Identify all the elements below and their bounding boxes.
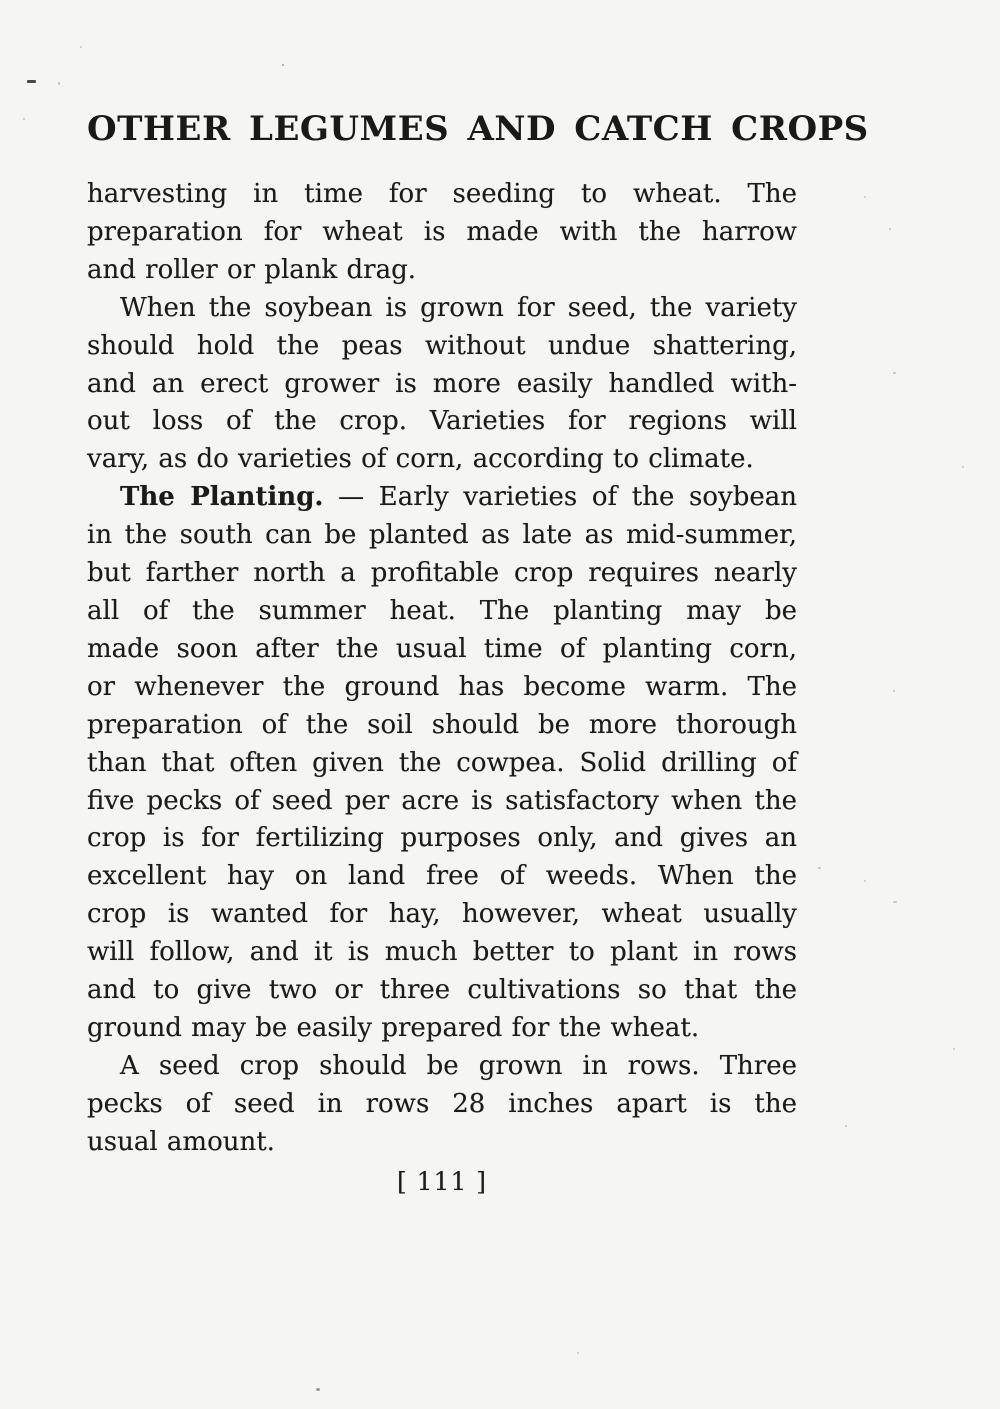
text-line: made soon after the usual time of planting corn,	[87, 633, 797, 664]
scan-mark	[58, 82, 60, 85]
scan-mark	[818, 867, 821, 869]
scan-mark	[962, 466, 964, 468]
text-block	[87, 176, 797, 1162]
text-line: will follow, and it is much better to plant in rows	[87, 937, 797, 968]
text-line: usual amount.	[87, 1126, 275, 1157]
scan-mark	[845, 1125, 847, 1127]
page-number: [ 111 ]	[396, 1167, 488, 1196]
text-line: should hold the peas without undue shattering,	[87, 330, 797, 361]
text-line: and to give two or three cultivations so that the	[87, 975, 797, 1006]
scan-mark	[282, 64, 284, 66]
text-line: vary, as do varieties of corn, according to climate.	[87, 444, 754, 475]
scan-mark	[953, 1048, 955, 1050]
text-line: ground may be easily prepared for the wheat.	[87, 1012, 700, 1043]
page-title: OTHER LEGUMES AND CATCH CROPS	[87, 109, 869, 149]
text-line: crop is wanted for hay, however, wheat usually	[87, 899, 797, 930]
text-line: A seed crop should be grown in rows. Three	[120, 1050, 797, 1081]
text-line: or whenever the ground has become warm. The	[87, 671, 797, 702]
text-line: preparation for wheat is made with the harrow	[87, 216, 797, 247]
scan-mark	[80, 46, 82, 48]
scan-mark	[893, 901, 897, 903]
text-line: in the south can be planted as late as mid-summer,	[87, 520, 797, 551]
text-line: than that often given the cowpea. Solid drilling of	[87, 747, 797, 778]
paragraph	[87, 290, 797, 480]
text-line: and roller or plank drag.	[87, 254, 416, 285]
scan-mark	[27, 80, 36, 83]
paragraph	[87, 479, 797, 1048]
text-line	[87, 479, 797, 517]
text-line: all of the summer heat. The planting may be	[87, 595, 797, 626]
paragraph	[87, 176, 797, 290]
text-line: pecks of seed in rows 28 inches apart is the	[87, 1088, 797, 1119]
text-line: When the soybean is grown for seed, the variety	[120, 292, 797, 323]
text-line: preparation of the soil should be more thorough	[87, 709, 797, 740]
scan-mark	[864, 880, 866, 882]
text-line: but farther north a profitable crop requires nearly	[87, 558, 797, 589]
text-line: five pecks of seed per acre is satisfactory when the	[87, 785, 797, 816]
scan-mark	[23, 118, 25, 120]
scan-mark	[893, 690, 895, 692]
text-line: and an erect grower is more easily handled with-	[87, 368, 797, 399]
scan-mark	[893, 372, 896, 374]
scan-mark	[889, 228, 891, 230]
text-line: harvesting in time for seeding to wheat. The	[87, 179, 797, 209]
paragraph	[87, 1048, 797, 1162]
text-line: crop is for fertilizing purposes only, and gives an	[87, 823, 797, 854]
text-line: excellent hay on land free of weeds. When the	[87, 861, 797, 892]
text-line: out loss of the crop. Varieties for regions will	[87, 406, 797, 437]
bold-lead-in: The Planting.	[120, 482, 324, 513]
scan-mark	[577, 1352, 579, 1354]
scan-mark	[316, 1388, 320, 1391]
text-run: — Early varieties of the soybean	[323, 482, 797, 513]
scan-mark	[864, 196, 866, 198]
